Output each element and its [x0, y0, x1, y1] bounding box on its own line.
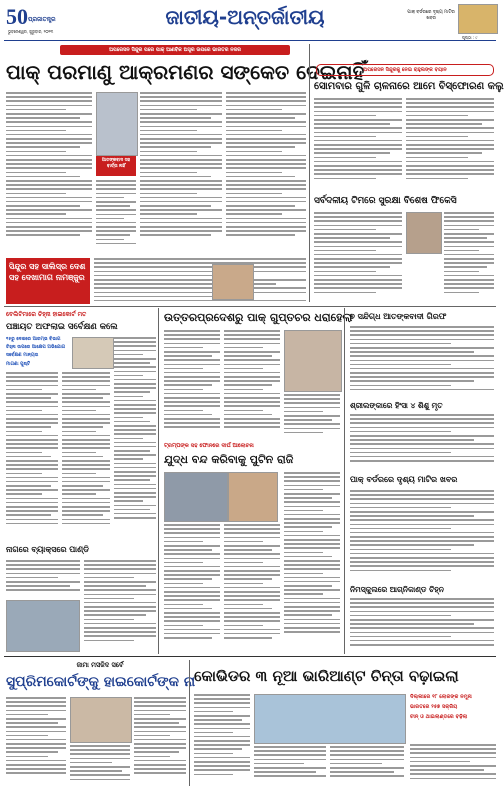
right-col-body-b: [350, 414, 494, 468]
lead-quote-box: ଆତଙ୍କବାଦ ସହ ବାର୍ତ୍ତା ନାହିଁ: [96, 156, 136, 176]
right-top-body-b: [406, 98, 494, 190]
putin-photo: [164, 472, 228, 522]
covid-headline: କୋଭିଡର ୩ ନୂଆ ଭାରିଆଣ୍ଟ ଚିନ୍ତା ବଢ଼ାଇଲା: [194, 667, 459, 685]
bottom-divider: [189, 660, 190, 786]
covid-body-a: [194, 694, 250, 784]
covid-bullet-2: ଭାରତରେ ୨୫୭ ସକ୍ରିୟ: [410, 703, 458, 710]
left-bullet-list: [6, 337, 68, 368]
left-photo: [72, 337, 114, 369]
lead-portrait-photo: [96, 92, 138, 156]
lead-headline: ପାକ୍ ପରମାଣୁ ଆକ୍ରମଣର ସଙ୍କେତ ଦେଇନାହିଁ: [6, 60, 365, 84]
right-top-body-a: [314, 98, 402, 190]
lead-lower-body: [94, 258, 306, 304]
right-second-body-b: [444, 212, 494, 302]
date-line: ଭୁବନେଶ୍ୱର, ଗୁରୁବାର, ୨୦୨୩: [8, 29, 54, 34]
left-bullet-3: ସର୍ବେକ୍ଷଣ ମାନ୍ୟତା: [6, 353, 39, 359]
covid-bullet-3: ଚୀନ୍ ଓ ଥାଇଲାଣ୍ଡରେ ବଢ଼ିଲା: [410, 713, 468, 720]
lead-body-col3: [140, 92, 222, 252]
left-body-c: [114, 337, 156, 540]
brand-name: ପ୍ରଜାତନ୍ତ୍ର: [28, 16, 56, 23]
bottom-left-body-b: [70, 745, 130, 785]
section-divider-2: [4, 656, 496, 657]
center-second-kicker: ଟ୍ରମ୍ପଙ୍କ ସହ ଫୋନରେ ଦୀର୍ଘ ଆଲୋଚନା: [164, 443, 254, 449]
lead-body-col1: [6, 92, 92, 252]
left-subheading: ପଞ୍ଚାୟତ ଅଫଲାଇ ସର୍ବେକ୍ଷଣ କଲେ: [6, 322, 118, 332]
center-photo: [284, 330, 342, 392]
right-col-body-a: [350, 326, 494, 396]
covid-bullet-list: [410, 694, 496, 720]
column-divider-left: [158, 308, 159, 654]
right-top-headline: ସୋମବାର ଗୁଳି ଚାଳନାରେ ଆମେ ବିସ୍ଫୋରଣ କଲୁ: [314, 81, 504, 92]
right-column-heading: ୭ ସନ୍ଦିଗ୍ଧ ଆତଙ୍କବାଦୀ ଗିରଫ: [350, 312, 447, 321]
bottom-left-body-a: [6, 697, 66, 785]
bottom-left-body-c: [134, 697, 186, 785]
center-second-body-a: [164, 524, 220, 652]
center-second-body-b: [224, 524, 280, 652]
center-body-a: [164, 330, 220, 438]
court-photo: [70, 697, 132, 743]
lead-side-box: ସିନ୍ଦୁର ସହ ସାଲିସ୍‌ର ଦେଶ ସହ ଦେଖାମାଗ ନାମଞ୍ଜୁର: [6, 258, 90, 304]
right-story4-headline: ନିମସ୍କୁଲରେ ଆଗ୍ନିକାଣ୍ଡ ଚିହ୍ନ: [350, 585, 444, 594]
left-body-a: [6, 372, 58, 540]
covid-body-b: [254, 746, 326, 784]
column-divider-center: [344, 308, 345, 654]
right-portrait-photo: [406, 212, 442, 254]
center-body-c: [284, 394, 340, 438]
left-lower-photo: [6, 600, 80, 652]
center-second-body-c: [284, 472, 340, 652]
masthead-divider: [4, 40, 496, 41]
left-lower-heading: ନାଗରେ ବ୍ୟାକ୍‌ସରେ ପାଣ୍ଡି: [6, 545, 90, 554]
bottom-left-headline: ସୁପ୍ରିମକୋର୍ଟଙ୍କୁ ହାଇକୋର୍ଟଙ୍କ ନା: [6, 674, 196, 690]
right-second-headline: ସର୍ବଦଳୀୟ ଟିମରେ ସୁରକ୍ଷା ବିଶେଷ ଫିକେସି: [314, 196, 457, 206]
center-body-b: [224, 330, 280, 438]
right-col-body-c: [350, 490, 494, 580]
left-body-b: [62, 372, 110, 540]
covid-bullet-1: ଦିଲ୍ଲୀରେ ୧୮ ଲୋକଙ୍କ ନମୁନା: [410, 694, 472, 700]
promo-text: ପାକ୍ ବର୍ଡରରେ ଦୃଶ୍ୟ ମାଟିର ଖବର: [407, 10, 455, 21]
lead-body-col4: [226, 92, 306, 252]
center-second-headline: ଯୁଦ୍ଧ ବନ୍ଦ କରିବାକୁ ପୁଟିନ ରାଜି: [164, 453, 294, 466]
left-bullet-4: ମାଗଣା ପୁଷ୍ଟି: [6, 361, 31, 367]
logo-number: 50: [6, 4, 28, 29]
page-number: ପୃଷ୍ଠା : ୯: [462, 35, 478, 40]
right-top-kicker: ଅପରେସନ ସିନ୍ଦୁରକୁ ନେଇ ରାହୁଲଙ୍କ ବୟାନ: [316, 64, 494, 76]
covid-body-d: [410, 744, 496, 784]
right-story3-headline: ପାକ୍ ବର୍ଡରରେ ଦୃଶ୍ୟ ମାଟିର ଖବର: [350, 475, 458, 484]
right-story2-headline: ଶ୍ରୀଲଙ୍କାରେ ହିଂସା ୪ ଶିଶୁ ମୃତ: [350, 401, 443, 410]
minister-photo: [212, 264, 254, 300]
lead-body-col2: [96, 180, 136, 252]
bottom-left-kicker: ଜାମା ମସଜିଦ ସର୍ବେ: [76, 661, 124, 669]
column-divider-right: [309, 44, 310, 302]
trump-photo: [228, 472, 278, 522]
left-lower-body-a: [6, 560, 80, 596]
left-bullet-2: ଚିହ୍ନା ଉପରେ ଆକ୍ଷେପ ଅଭିଯୋଗ: [6, 345, 66, 351]
covid-lab-photo: [254, 694, 406, 744]
covid-body-c: [330, 746, 404, 784]
left-bullet-1: ୧୫ରୁ ଦେଶରେ ଆରମ୍ଭ ବିଭାଗ: [6, 337, 61, 342]
left-lower-body-b: [84, 560, 156, 650]
section-divider-1: [4, 306, 496, 307]
center-headline: ଉତ୍ତରପ୍ରଦେଶରୁ ପାକ୍ ଗୁପ୍ତଚର ଧରାହେଲା: [164, 311, 353, 324]
left-heading: ବେଲିଟିମାରେ ଚିହ୍ନା ହାଇକୋର୍ଟ ମତ: [6, 311, 87, 318]
right-col-body-d: [350, 598, 494, 652]
promo-photo: [458, 4, 498, 34]
right-second-body-a: [314, 212, 402, 302]
section-title: ଜାତୀୟ-ଅନ୍ତର୍ଜାତୀୟ: [165, 5, 325, 29]
lead-kicker: ଅପରେସନ ସିନ୍ଦୁର ପରେ ପାକ୍ ଆଣବିକ ଅସ୍ତ୍ର ଉପରେ ଭାରତର ନଜର: [60, 45, 290, 55]
